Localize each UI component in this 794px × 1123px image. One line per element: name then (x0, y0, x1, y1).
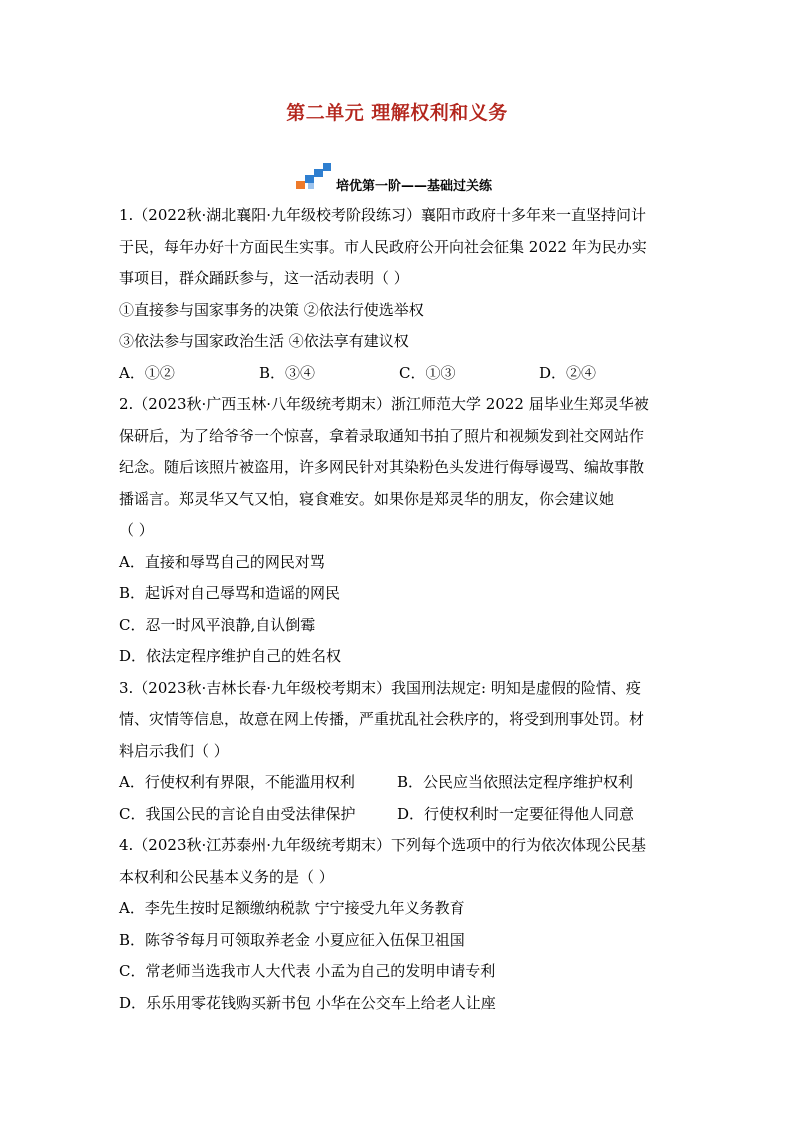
question-stem-line: 播谣言。郑灵华又气又怕，寝食难安。如果你是郑灵华的朋友，你会建议她 (119, 489, 615, 508)
question-stem-line: 于民，每年办好十方面民生实事。市人民政府公开向社会征集 2022 年为民办实 (119, 237, 647, 256)
question-list (119, 200, 679, 1019)
option-c[interactable]: C．常老师当选我市人大代表 小孟为自己的发明申请专利 (119, 962, 496, 980)
question-stem-line: 事项目，群众踊跃参与，这一活动表明（ ） (119, 269, 409, 287)
question-stem-line: 4.（2023秋·江苏泰州·九年级统考期末）下列每个选项中的行为依次体现公民基 (119, 836, 647, 854)
option-b[interactable]: B．公民应当依照法定程序维护权利 (397, 773, 634, 791)
option-a[interactable]: A．李先生按时足额缴纳税款 宁宁接受九年义务教育 (119, 899, 465, 917)
option-d[interactable]: D．依法定程序维护自己的姓名权 (119, 647, 342, 665)
option-d[interactable]: D．行使权利时一定要征得他人同意 (397, 804, 635, 823)
question-stem-line: 情、灾情等信息，故意在网上传播，严重扰乱社会秩序的，将受到刑事处罚。材 (119, 710, 645, 728)
option-b[interactable]: B．起诉对自己辱骂和造谣的网民 (119, 584, 341, 602)
option-c[interactable]: C．①③ (399, 363, 456, 382)
question-1 (119, 200, 679, 389)
option-row (119, 767, 679, 799)
section-label: 培优第一阶——基础过关练 (336, 179, 493, 194)
question-stem-line: 保研后，为了给爷爷一个惊喜，拿着录取通知书拍了照片和视频发到社交网站作 (119, 426, 645, 445)
question-stem-line: 料启示我们（ ） (119, 741, 229, 760)
question-stem-line: 纪念。随后该照片被盗用，许多网民针对其染粉色头发进行侮辱谩骂、编故事散 (119, 458, 645, 476)
option-a[interactable]: A．行使权利有界限，不能滥用权利 (119, 773, 355, 791)
option-a[interactable]: A．①② (119, 363, 175, 382)
statement-line: ③依法参与国家政治生活 ④依法享有建议权 (119, 332, 409, 350)
option-b[interactable]: B．陈爷爷每月可领取养老金 小夏应征入伍保卫祖国 (119, 930, 465, 949)
page-title: 第二单元 理解权利和义务 (286, 102, 508, 124)
steps-icon (296, 163, 332, 191)
option-b[interactable]: B．③④ (259, 363, 316, 382)
question-4 (119, 830, 679, 1019)
question-stem-line: 1.（2022秋·湖北襄阳·九年级校考阶段练习）襄阳市政府十多年来一直坚持问计 (119, 206, 647, 224)
option-row (119, 358, 679, 390)
question-stem-line: 3.（2023秋·吉林长春·九年级校考期末）我国刑法规定: 明知是虚假的险情、疫 (119, 678, 641, 697)
question-3 (119, 673, 679, 831)
statement-line: ①直接参与国家事务的决策 ②依法行使选举权 (119, 300, 424, 319)
question-stem-line: 本权利和公民基本义务的是（ ） (119, 867, 334, 886)
question-stem-line: 2.（2023秋·广西玉林·八年级统考期末）浙江师范大学 2022 届毕业生郑灵华被 (119, 395, 649, 413)
option-d[interactable]: D．乐乐用零花钱购买新书包 小华在公交车上给老人让座 (119, 993, 496, 1012)
question-2 (119, 389, 679, 673)
option-d[interactable]: D．②④ (539, 363, 597, 382)
option-c[interactable]: C．忍一时风平浪静,自认倒霉 (119, 615, 316, 634)
option-a[interactable]: A．直接和辱骂自己的网民对骂 (119, 552, 325, 571)
question-stem-line: （ ） (119, 521, 154, 539)
option-c[interactable]: C．我国公民的言论自由受法律保护 (119, 804, 356, 823)
option-row (119, 799, 679, 831)
